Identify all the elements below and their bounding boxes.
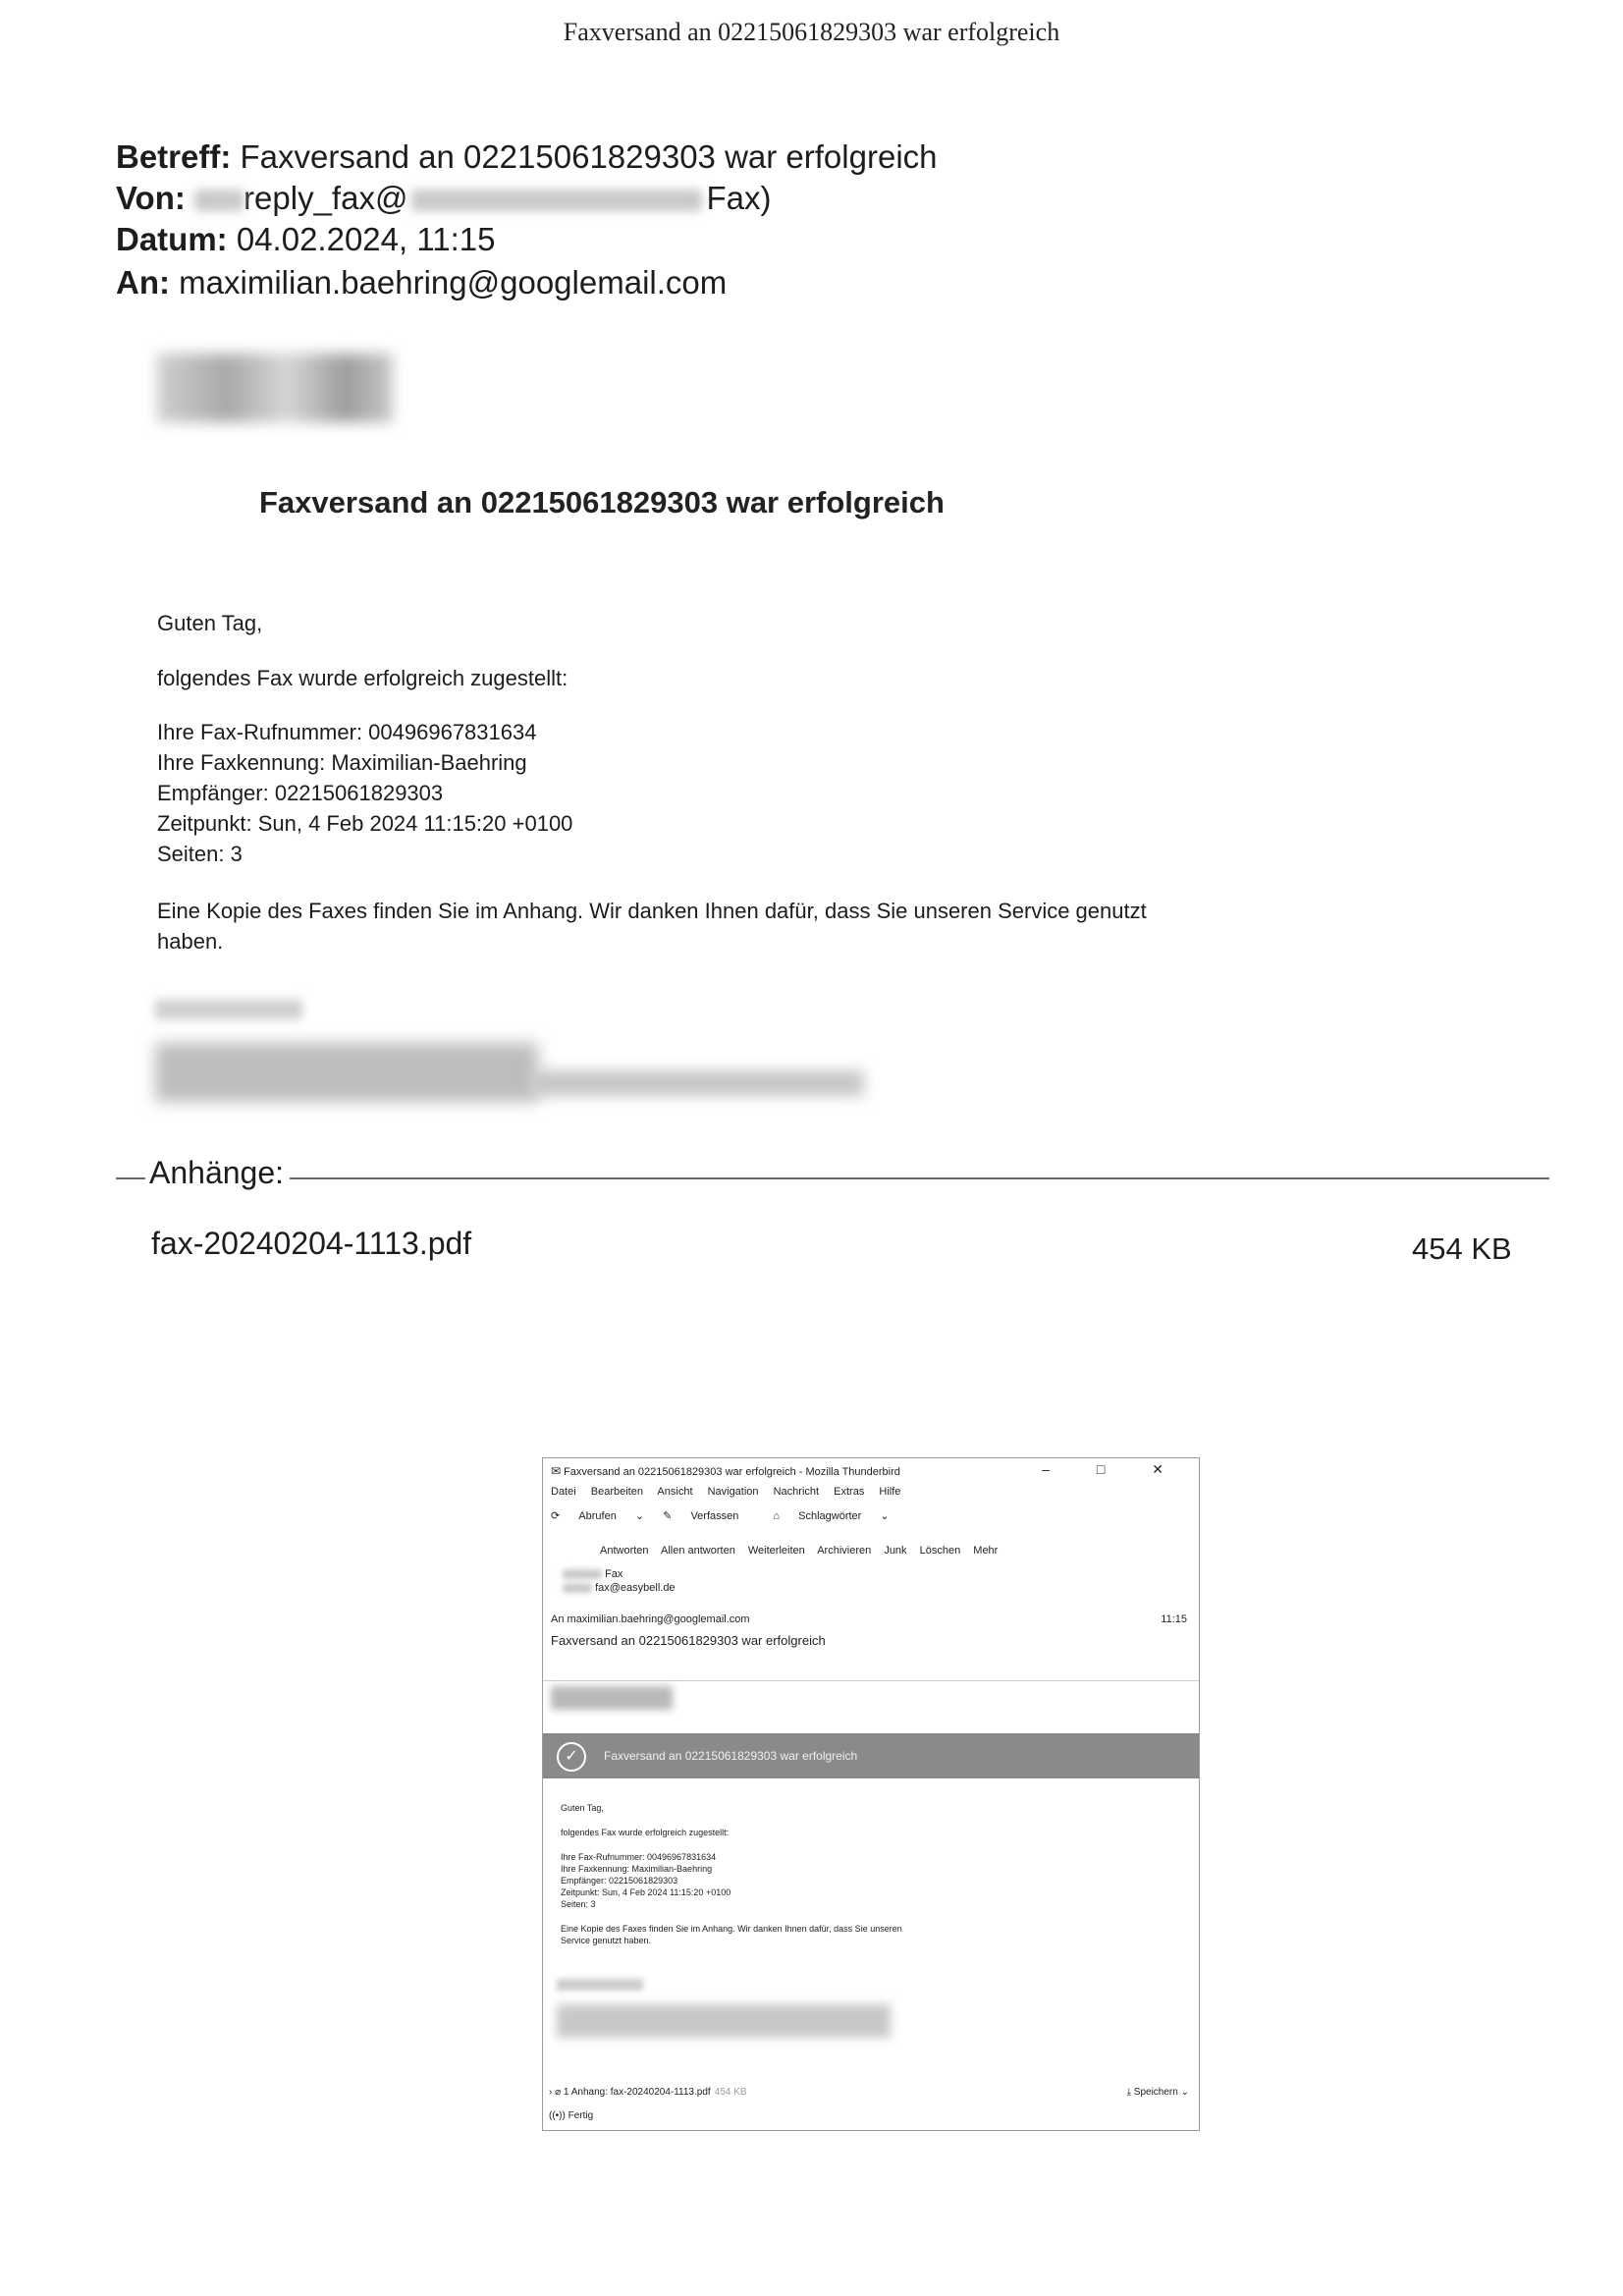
date-row [116, 218, 495, 261]
to-label: An: [116, 264, 170, 301]
tb-menu-item[interactable]: Nachricht [773, 1486, 820, 1498]
tb-archive-button[interactable]: Archivieren [817, 1545, 872, 1557]
tb-message-body [561, 1802, 902, 1946]
tb-menu-item[interactable]: Navigation [707, 1486, 759, 1498]
redacted-block [563, 1569, 602, 1579]
download-icon: ⤓ [1126, 2087, 1134, 2098]
tb-attachment-size: 454 KB [714, 2087, 747, 2098]
paperclip-icon: ⌀ [555, 2087, 564, 2098]
tb-window-controls[interactable]: – □ ✕ [1042, 1461, 1185, 1477]
tb-message-actions [600, 1545, 1007, 1557]
tb-to-value[interactable]: maximilian.baehring@googlemail.com [567, 1613, 750, 1625]
tb-header-divider [543, 1680, 1199, 1681]
tb-to-row [551, 1613, 750, 1625]
mail-intro: folgendes Fax wurde erfolgreich zugestellt: [157, 666, 568, 690]
subject-value: Faxversand an 02215061829303 war erfolgreich [240, 138, 938, 175]
date-label: Datum: [116, 221, 228, 257]
redacted-logo [157, 354, 393, 422]
redacted-logo [551, 1686, 673, 1710]
tb-more-button[interactable]: Mehr [973, 1545, 999, 1557]
detail-line: Ihre Faxkennung: Maximilian-Baehring [157, 750, 527, 775]
tb-body-greeting: Guten Tag, [561, 1803, 604, 1813]
tb-tags-button[interactable]: ⌂ Schlagwörter ⌄ [773, 1510, 890, 1522]
tb-delete-button[interactable]: Löschen [919, 1545, 961, 1557]
tb-window-title: Faxversand an 02215061829303 war erfolgreich - Mozilla Thunderbird [564, 1466, 900, 1478]
detail-line: Seiten: 3 [157, 842, 243, 866]
redacted-signature [155, 1000, 302, 1019]
redacted-block [563, 1583, 592, 1593]
tb-forward-button[interactable]: Weiterleiten [747, 1545, 805, 1557]
subject-row [116, 136, 938, 179]
tb-menu-item[interactable]: Ansicht [657, 1486, 693, 1498]
tb-attachment-row[interactable] [549, 2087, 747, 2098]
redacted-signature [530, 1070, 864, 1096]
tb-attachment-label: 1 Anhang: fax-20240204-1113.pdf [563, 2087, 711, 2098]
tag-icon: ⌂ [773, 1510, 784, 1522]
download-icon: ⟳ [551, 1510, 564, 1522]
subject-label: Betreff: [116, 138, 232, 175]
thunderbird-icon: ✉ [551, 1464, 562, 1478]
from-row [116, 177, 771, 220]
tb-get-mail-button[interactable]: ⟳ Abrufen ⌄ [551, 1510, 645, 1522]
attachment-file-size: 454 KB [1412, 1231, 1512, 1266]
from-label: Von: [116, 180, 186, 216]
tb-body-closing: Service genutzt haben. [561, 1936, 652, 1945]
from-value-part1: reply_fax@ [243, 180, 408, 216]
chevron-right-icon[interactable]: › [549, 2087, 556, 2098]
attachments-label: Anhänge: [145, 1155, 290, 1191]
tb-status-bar [549, 2110, 593, 2121]
print-title: Faxversand an 02215061829303 war erfolgreich [563, 18, 1060, 46]
redacted-signature [557, 1979, 643, 1991]
detail-line: Empfänger: 02215061829303 [157, 781, 444, 805]
activity-icon: ((•)) [549, 2110, 568, 2121]
tb-time: 11:15 [1161, 1613, 1187, 1625]
tb-save-button[interactable]: ⤓ Speichern ⌄ [1126, 2087, 1189, 2098]
tb-from-address: fax@easybell.de [563, 1582, 676, 1594]
redacted-signature [155, 1043, 538, 1102]
attachment-file-name[interactable]: fax-20240204-1113.pdf [151, 1226, 472, 1261]
tb-body-detail: Ihre Fax-Rufnummer: 00496967831634 [561, 1852, 717, 1862]
tb-status-text: Fertig [568, 2110, 594, 2121]
tb-body-detail: Empfänger: 02215061829303 [561, 1876, 678, 1886]
mail-details [157, 717, 572, 869]
redacted-signature [557, 2004, 891, 2038]
tb-from-name: Fax [563, 1568, 622, 1580]
tb-title-bar [551, 1464, 900, 1478]
mail-heading: Faxversand an 02215061829303 war erfolgreich [259, 485, 945, 519]
tb-menu-item[interactable]: Bearbeiten [590, 1486, 643, 1498]
thunderbird-screenshot [542, 1457, 1200, 2131]
tb-body-intro: folgendes Fax wurde erfolgreich zugestellt: [561, 1828, 730, 1837]
tb-menu-item[interactable]: Datei [551, 1486, 576, 1498]
tb-body-detail: Ihre Faxkennung: Maximilian-Baehring [561, 1864, 713, 1874]
tb-to-label: An [551, 1613, 565, 1625]
tb-menu-item[interactable]: Extras [834, 1486, 865, 1498]
tb-compose-button[interactable]: ✎ Verfassen [663, 1510, 739, 1522]
tb-body-detail: Seiten: 3 [561, 1899, 596, 1909]
from-value-part2: Fax) [706, 180, 772, 216]
tb-menu-bar [551, 1486, 912, 1498]
tb-body-closing: Eine Kopie des Faxes finden Sie im Anhang. Wir danken Ihnen dafür, dass Sie unseren [561, 1924, 902, 1934]
date-value: 04.02.2024, 11:15 [236, 221, 496, 257]
to-value: maximilian.baehring@googlemail.com [179, 264, 728, 301]
pencil-icon: ✎ [663, 1510, 676, 1522]
mail-closing: Eine Kopie des Faxes finden Sie im Anhang. Wir danken Ihnen dafür, dass Sie unseren Service genutzt haben. [157, 899, 1147, 954]
mail-greeting: Guten Tag, [157, 611, 263, 635]
redacted-block [194, 190, 243, 211]
detail-line: Zeitpunkt: Sun, 4 Feb 2024 11:15:20 +0100 [157, 811, 573, 836]
tb-toolbar [551, 1509, 905, 1522]
tb-reply-all-button[interactable]: Allen antworten [660, 1545, 735, 1557]
check-circle-icon: ✓ [557, 1742, 586, 1772]
tb-subject: Faxversand an 02215061829303 war erfolgreich [551, 1633, 826, 1648]
tb-body-detail: Zeitpunkt: Sun, 4 Feb 2024 11:15:20 +0100 [561, 1887, 731, 1897]
tb-reply-button[interactable]: Antworten [600, 1545, 649, 1557]
tb-junk-button[interactable]: Junk [884, 1545, 907, 1557]
tb-banner-text: Faxversand an 02215061829303 war erfolgreich [604, 1749, 858, 1763]
detail-line: Ihre Fax-Rufnummer: 00496967831634 [157, 720, 537, 744]
redacted-block [411, 190, 702, 211]
tb-menu-item[interactable]: Hilfe [879, 1486, 901, 1498]
to-row [116, 261, 727, 304]
attachments-divider [116, 1177, 1549, 1179]
